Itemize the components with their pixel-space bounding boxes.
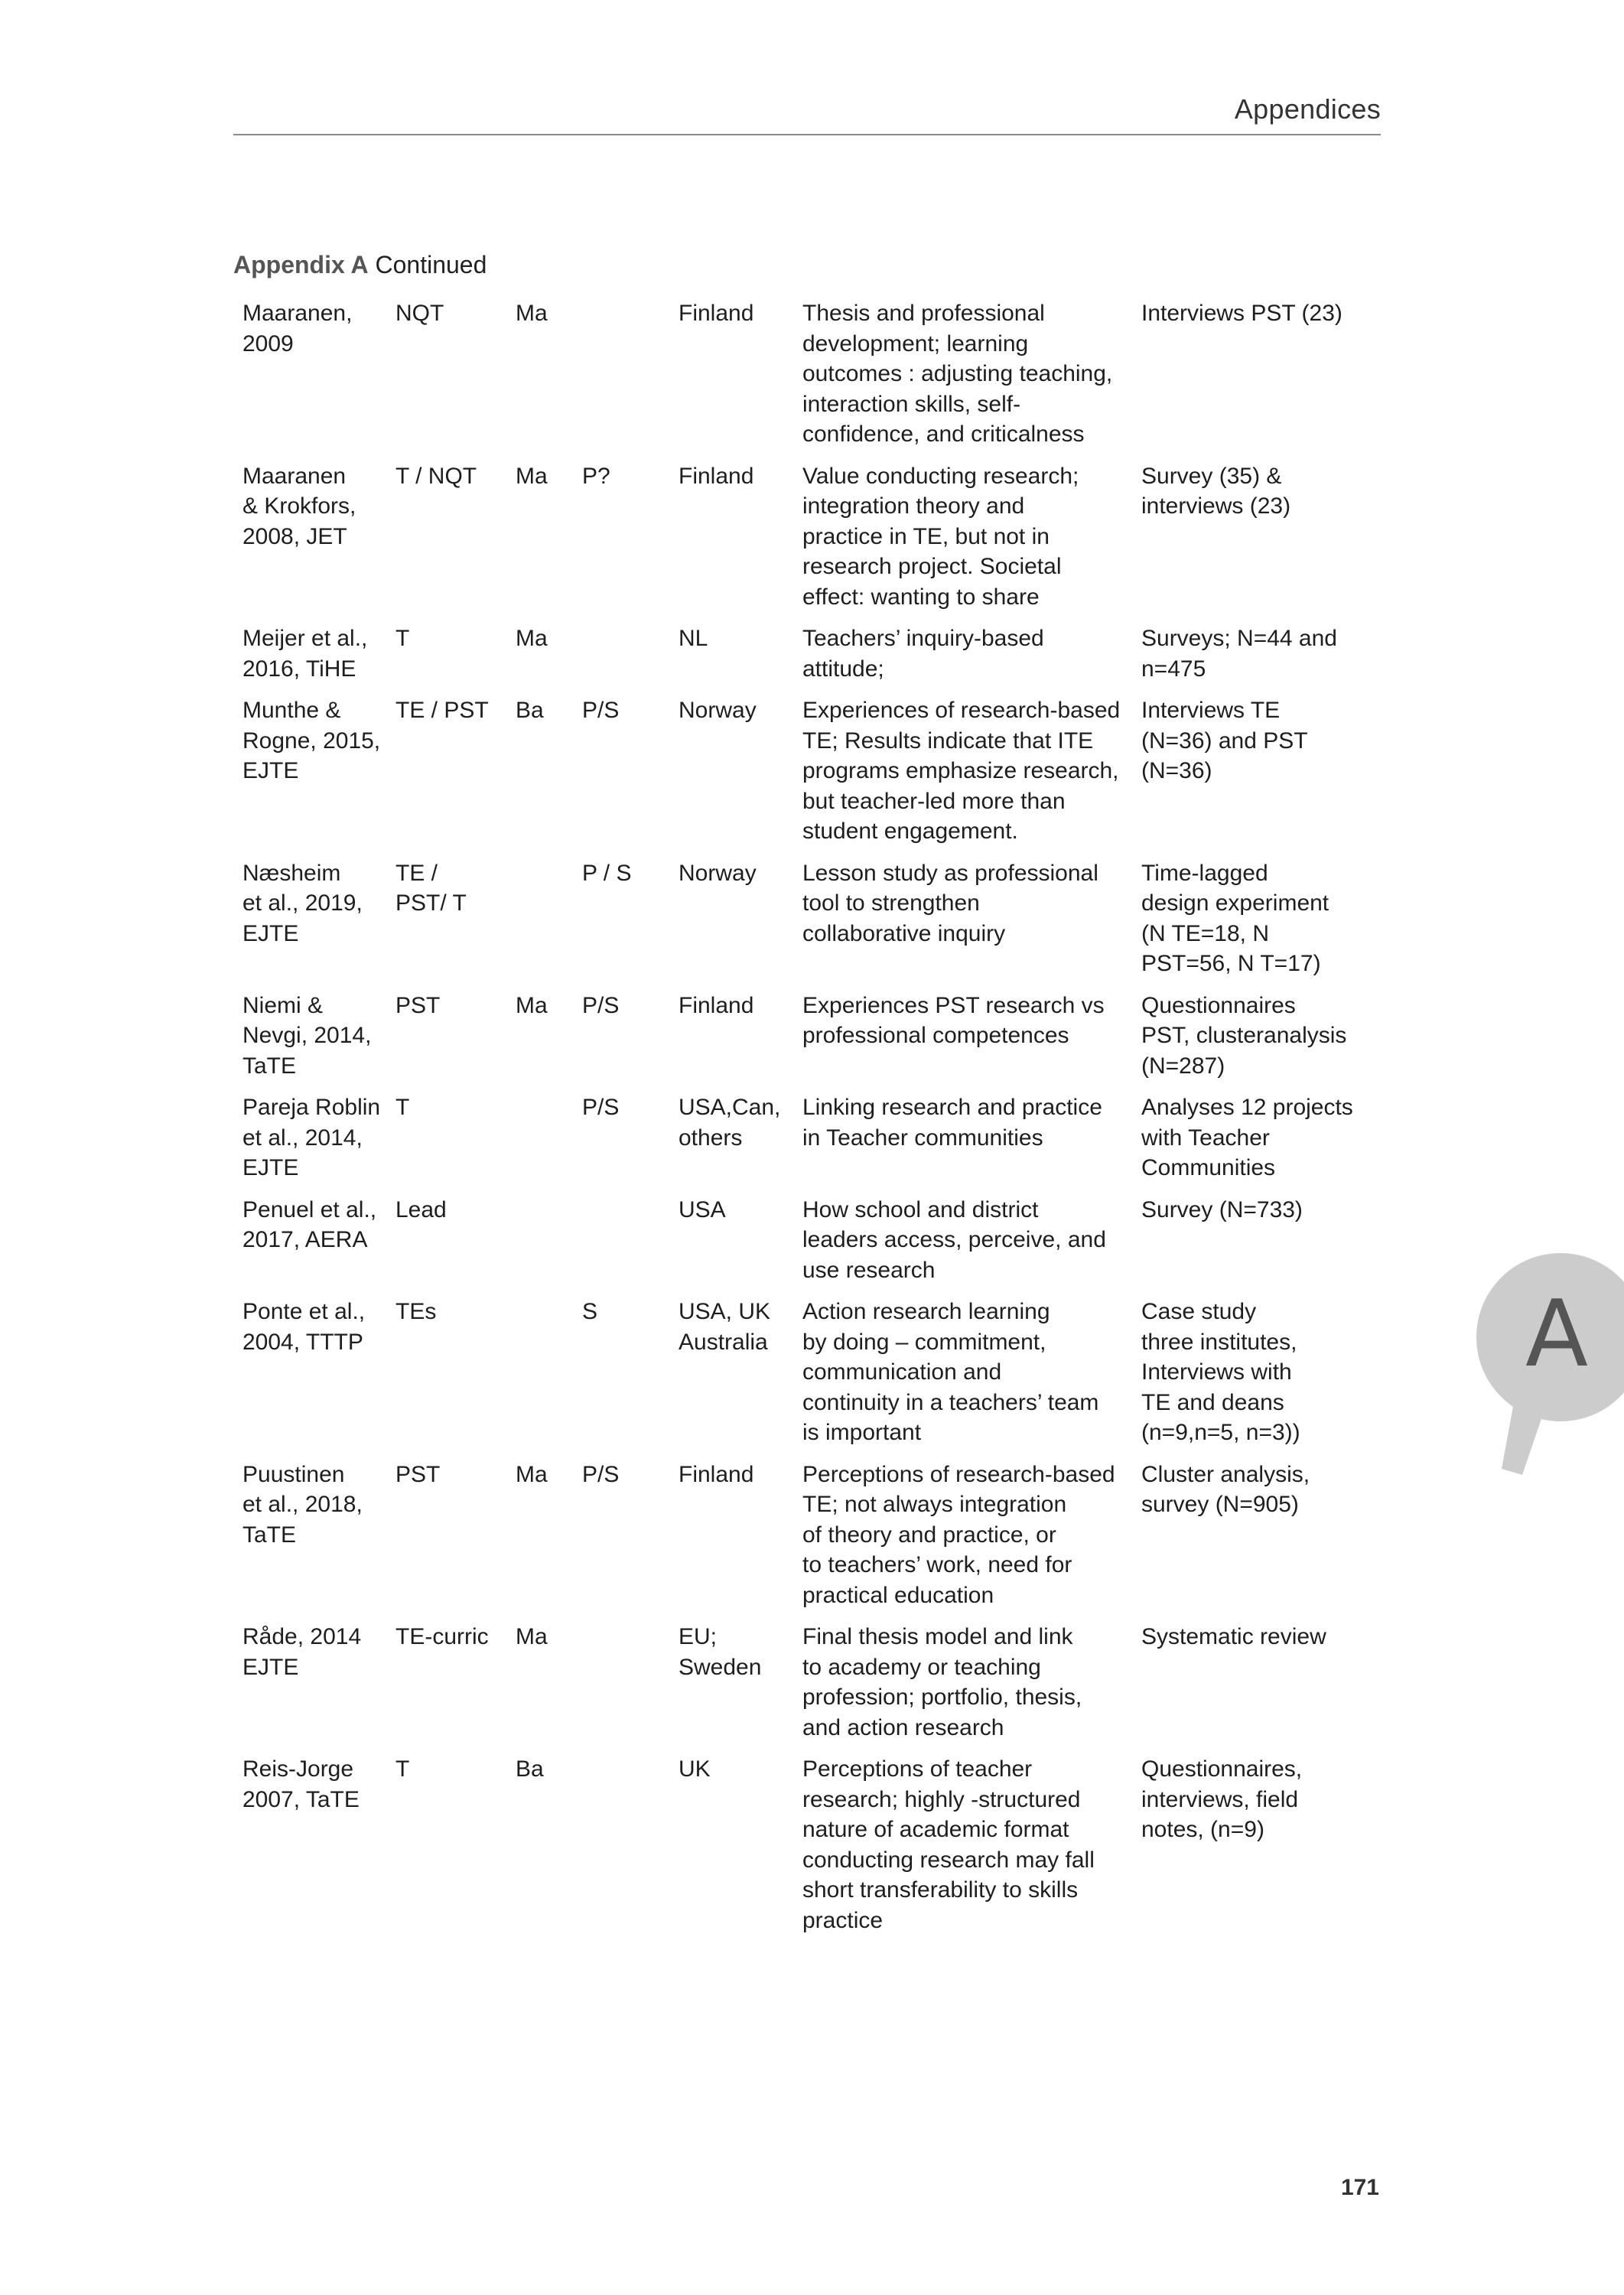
group-text: TE / PST — [395, 698, 489, 723]
author-text: Maaranen, 2009 — [242, 301, 353, 356]
cell-method — [1132, 1458, 1381, 1621]
cell-method — [1132, 460, 1381, 623]
group-text: PST — [395, 1461, 441, 1487]
table-row — [233, 1620, 1381, 1753]
role-text: P / S — [582, 860, 632, 886]
cell-method — [1132, 1091, 1381, 1193]
focus-text: Action research learning by doing – commitment, communication and continuity in a teachers’ team is important — [802, 1299, 1099, 1445]
level-text: Ba — [516, 1756, 544, 1782]
cell-level — [506, 460, 573, 623]
cell-author — [233, 1091, 386, 1193]
group-text: PST — [395, 992, 441, 1018]
author-text: Munthe & Rogne, 2015, EJTE — [242, 698, 381, 783]
group-text: T — [395, 1095, 410, 1120]
cell-focus — [793, 297, 1132, 460]
thumb-tab-letter: A — [1525, 1281, 1589, 1388]
cell-role — [573, 989, 669, 1092]
country-text: Finland — [679, 1461, 754, 1487]
focus-text: Value conducting research; integration theory and practice in TE, but not in research project. Societal effect: wanting to share — [802, 463, 1079, 610]
method-text: Interviews PST (23) — [1141, 301, 1342, 326]
focus-text: Experiences PST research vs professional competences — [802, 992, 1105, 1048]
country-text: USA — [679, 1196, 726, 1222]
focus-text: Teachers’ inquiry-based attitude; — [802, 626, 1044, 682]
cell-level — [506, 989, 573, 1092]
cell-focus — [793, 989, 1132, 1092]
cell-author — [233, 622, 386, 694]
cell-method — [1132, 297, 1381, 460]
cell-focus — [793, 460, 1132, 623]
cell-country — [669, 1295, 793, 1458]
focus-text: Experiences of research-based TE; Results indicate that ITE programs emphasize research, but teacher-led more than student engagement. — [802, 698, 1121, 844]
table-row — [233, 1091, 1381, 1193]
group-text: TE-curric — [395, 1624, 489, 1649]
method-text: Surveys; N=44 and n=475 — [1141, 626, 1337, 682]
cell-focus — [793, 1091, 1132, 1193]
group-text: T — [395, 626, 410, 651]
cell-country — [669, 857, 793, 989]
author-text: Næsheim et al., 2019, EJTE — [242, 860, 363, 946]
cell-method — [1132, 1753, 1381, 1945]
cell-author — [233, 857, 386, 989]
country-text: Norway — [679, 860, 757, 886]
group-text: NQT — [395, 301, 444, 326]
method-text: Survey (35) & interviews (23) — [1141, 463, 1291, 519]
cell-country — [669, 1458, 793, 1621]
cell-role — [573, 857, 669, 989]
role-text: P? — [582, 463, 610, 489]
cell-author — [233, 460, 386, 623]
cell-group — [386, 1193, 506, 1296]
country-text: Norway — [679, 698, 757, 723]
cell-country — [669, 1091, 793, 1193]
cell-focus — [793, 1193, 1132, 1296]
method-text: Questionnaires, interviews, field notes, (n=9) — [1141, 1756, 1303, 1842]
method-text: Cluster analysis, survey (N=905) — [1141, 1461, 1310, 1517]
cell-role — [573, 1193, 669, 1296]
cell-author — [233, 989, 386, 1092]
focus-text: Final thesis model and link to academy or teaching profession; portfolio, thesis, and action research — [802, 1624, 1082, 1740]
studies-table-body — [233, 297, 1381, 1945]
table-row — [233, 1753, 1381, 1945]
focus-text: Linking research and practice in Teacher communities — [802, 1095, 1102, 1151]
cell-group — [386, 1620, 506, 1753]
cell-focus — [793, 1620, 1132, 1753]
cell-role — [573, 622, 669, 694]
table-row — [233, 460, 1381, 623]
cell-group — [386, 1458, 506, 1621]
cell-author — [233, 297, 386, 460]
cell-method — [1132, 1295, 1381, 1458]
cell-role — [573, 694, 669, 857]
cell-level — [506, 297, 573, 460]
cell-role — [573, 1091, 669, 1193]
country-text: UK — [679, 1756, 711, 1782]
cell-level — [506, 857, 573, 989]
cell-role — [573, 460, 669, 623]
level-text: Ma — [516, 1624, 548, 1649]
cell-level — [506, 1193, 573, 1296]
appendix-label: Appendix A — [233, 251, 369, 278]
cell-country — [669, 460, 793, 623]
cell-level — [506, 1091, 573, 1193]
cell-country — [669, 694, 793, 857]
cell-author — [233, 1193, 386, 1296]
focus-text: Lesson study as professional tool to strengthen collaborative inquiry — [802, 860, 1098, 946]
cell-role — [573, 1620, 669, 1753]
table-row — [233, 1193, 1381, 1296]
cell-method — [1132, 1193, 1381, 1296]
country-text: NL — [679, 626, 708, 651]
cell-level — [506, 622, 573, 694]
table-row — [233, 989, 1381, 1092]
focus-text: Thesis and professional development; learning outcomes : adjusting teaching, interaction skills, self- confidence, and criticalness — [802, 301, 1113, 447]
focus-text: How school and district leaders access, perceive, and use research — [802, 1196, 1106, 1283]
cell-focus — [793, 1458, 1132, 1621]
method-text: Case study three institutes, Interviews with TE and deans (n=9,n=5, n=3)) — [1141, 1299, 1300, 1445]
method-text: Questionnaires PST, clusteranalysis (N=287) — [1141, 992, 1347, 1079]
cell-level — [506, 1753, 573, 1945]
role-text: P/S — [582, 698, 620, 723]
role-text: S — [582, 1299, 598, 1324]
focus-text: Perceptions of research-based TE; not always integration of theory and practice, or to teachers’ work, need for practical education — [802, 1461, 1115, 1608]
group-text: TEs — [395, 1299, 437, 1324]
author-text: Meijer et al., 2016, TiHE — [242, 626, 368, 682]
level-text: Ma — [516, 1461, 548, 1487]
cell-group — [386, 694, 506, 857]
level-text: Ma — [516, 626, 548, 651]
cell-author — [233, 694, 386, 857]
table-row — [233, 857, 1381, 989]
cell-country — [669, 622, 793, 694]
focus-text: Perceptions of teacher research; highly -structured nature of academic format conducting research may fall short transferability to skills practice — [802, 1756, 1095, 1933]
table-row — [233, 297, 1381, 460]
cell-group — [386, 1753, 506, 1945]
method-text: Interviews TE (N=36) and PST (N=36) — [1141, 698, 1308, 783]
cell-focus — [793, 622, 1132, 694]
level-text: Ma — [516, 463, 548, 489]
method-text: Systematic review — [1141, 1624, 1326, 1649]
cell-country — [669, 989, 793, 1092]
cell-role — [573, 1295, 669, 1458]
role-text: P/S — [582, 1461, 620, 1487]
country-text: USA, UK Australia — [679, 1299, 771, 1355]
country-text: Finland — [679, 301, 754, 326]
role-text: P/S — [582, 992, 620, 1018]
cell-level — [506, 1458, 573, 1621]
cell-author — [233, 1295, 386, 1458]
country-text: USA,Can, others — [679, 1095, 781, 1151]
thumb-tab-handle — [1502, 1398, 1545, 1475]
cell-author — [233, 1620, 386, 1753]
cell-group — [386, 297, 506, 460]
cell-role — [573, 1458, 669, 1621]
level-text: Ma — [516, 301, 548, 326]
cell-country — [669, 297, 793, 460]
cell-role — [573, 1753, 669, 1945]
group-text: T / NQT — [395, 463, 477, 489]
cell-author — [233, 1458, 386, 1621]
cell-country — [669, 1193, 793, 1296]
table-row — [233, 622, 1381, 694]
cell-focus — [793, 1753, 1132, 1945]
cell-role — [573, 297, 669, 460]
cell-country — [669, 1620, 793, 1753]
cell-group — [386, 460, 506, 623]
cell-group — [386, 622, 506, 694]
country-text: Finland — [679, 992, 754, 1018]
cell-group — [386, 989, 506, 1092]
cell-method — [1132, 857, 1381, 989]
appendix-caption — [233, 251, 487, 279]
author-text: Niemi & Nevgi, 2014, TaTE — [242, 992, 372, 1079]
method-text: Time-lagged design experiment (N TE=18, N PST=56, N T=17) — [1141, 860, 1329, 976]
appendix-suffix: Continued — [375, 251, 487, 278]
group-text: Lead — [395, 1196, 447, 1222]
cell-level — [506, 1620, 573, 1753]
cell-focus — [793, 694, 1132, 857]
running-head-title: Appendices — [1234, 93, 1381, 125]
table-row — [233, 694, 1381, 857]
author-text: Maaranen & Krokfors, 2008, JET — [242, 463, 356, 549]
author-text: Penuel et al., 2017, AERA — [242, 1196, 377, 1252]
level-text: Ma — [516, 992, 548, 1018]
page-number: 171 — [1340, 2175, 1379, 2200]
studies-table — [233, 297, 1381, 1945]
method-text: Survey (N=733) — [1141, 1196, 1303, 1222]
cell-author — [233, 1753, 386, 1945]
cell-focus — [793, 857, 1132, 989]
cell-level — [506, 694, 573, 857]
table-row — [233, 1295, 1381, 1458]
cell-group — [386, 857, 506, 989]
author-text: Puustinen et al., 2018, TaTE — [242, 1461, 363, 1548]
cell-level — [506, 1295, 573, 1458]
author-text: Reis-Jorge 2007, TaTE — [242, 1756, 360, 1812]
country-text: Finland — [679, 463, 754, 489]
role-text: P/S — [582, 1095, 620, 1120]
cell-group — [386, 1091, 506, 1193]
cell-method — [1132, 989, 1381, 1092]
level-text: Ba — [516, 698, 544, 723]
cell-method — [1132, 622, 1381, 694]
group-text: T — [395, 1756, 410, 1782]
cell-method — [1132, 694, 1381, 857]
cell-focus — [793, 1295, 1132, 1458]
header-divider — [233, 134, 1381, 135]
author-text: Råde, 2014 EJTE — [242, 1624, 362, 1680]
method-text: Analyses 12 projects with Teacher Communities — [1141, 1095, 1353, 1180]
cell-group — [386, 1295, 506, 1458]
author-text: Pareja Roblin et al., 2014, EJTE — [242, 1095, 381, 1180]
table-row — [233, 1458, 1381, 1621]
country-text: EU; Sweden — [679, 1624, 762, 1680]
author-text: Ponte et al., 2004, TTTP — [242, 1299, 366, 1355]
group-text: TE / PST/ T — [395, 860, 467, 916]
cell-country — [669, 1753, 793, 1945]
cell-method — [1132, 1620, 1381, 1753]
